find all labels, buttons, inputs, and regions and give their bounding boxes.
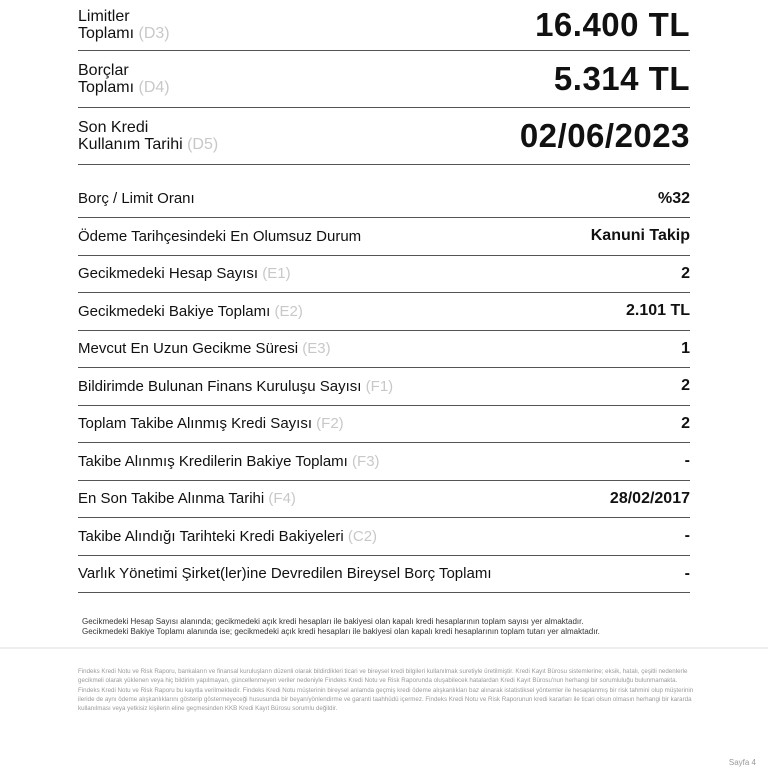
field-code: (F1): [365, 377, 394, 395]
table-row: [78, 368, 690, 406]
row-label-text: Ödeme Tarihçesindeki En Olumsuz Durum: [78, 227, 362, 245]
row-value: 2.101 TL: [625, 302, 690, 319]
table-row: [78, 518, 690, 556]
row-label-text: Takibe Alındığı Tarihteki Kredi Bakiyeleri: [78, 527, 344, 545]
row-label-text: Gecikmedeki Hesap Sayısı: [78, 265, 259, 282]
row-label: [78, 265, 291, 282]
row-label: [78, 340, 331, 357]
table-row: [78, 330, 690, 368]
row-value: -: [684, 527, 690, 544]
table-row: [78, 480, 690, 518]
table-row: [78, 555, 690, 593]
row-value: 1: [681, 339, 690, 357]
summary-value: 02/06/2023: [519, 117, 690, 154]
table-row: [78, 405, 690, 443]
summary-last-credit-date: [78, 108, 690, 165]
field-code: (E3): [302, 340, 331, 357]
footnote: [82, 617, 600, 637]
field-code: (C2): [347, 527, 378, 545]
table-row: [78, 218, 690, 256]
row-value: Kanuni Takip: [590, 227, 690, 244]
summary-label: Son Kredi: [78, 119, 149, 136]
summary-value: 16.400 TL: [535, 6, 690, 43]
row-value: -: [684, 564, 690, 582]
field-code: (F4): [268, 490, 296, 507]
row-label: [78, 528, 377, 545]
row-label: [78, 378, 393, 395]
row-label: [78, 490, 296, 507]
row-label-text: Borç / Limit Oranı: [78, 190, 195, 207]
row-label-text: Mevcut En Uzun Gecikme Süresi: [78, 340, 299, 357]
summary-label: Toplamı: [78, 79, 135, 96]
row-label: [78, 190, 195, 207]
footnote-line: Gecikmedeki Bakiye Toplamı alanında ise; gecikmedeki açık kredi hesapları ile bakiyesi olan kapalı kredi hesaplarının toplam tutarı yer almaktadır.: [82, 627, 600, 636]
summary-label: Borçlar: [78, 62, 129, 79]
row-label: [78, 565, 492, 582]
row-label: [78, 303, 303, 320]
row-value: %32: [657, 189, 690, 207]
divider: [0, 647, 768, 649]
row-label-text: Takibe Alınmış Kredilerin Bakiye Toplamı: [78, 452, 348, 470]
row-value: 2: [681, 377, 690, 394]
summary-label: Limitler: [78, 8, 130, 25]
field-code: (E1): [262, 265, 291, 282]
row-value: 2: [681, 264, 690, 282]
summary-value: 5.314 TL: [553, 60, 690, 97]
table-row: [78, 443, 690, 481]
row-label-text: Gecikmedeki Bakiye Toplamı: [78, 302, 271, 320]
table-row: [78, 255, 690, 293]
field-code: (D3): [138, 25, 170, 42]
summary-limits-total: [78, 0, 690, 51]
footnote-line: Gecikmedeki Hesap Sayısı alanında; gecikmedeki açık kredi hesapları ile bakiyesi olan kapalı kredi hesaplarının toplam sayısı yer almaktadır.: [82, 617, 584, 626]
row-label: [78, 453, 380, 470]
summary-label: Toplamı: [78, 25, 135, 42]
row-label: [78, 228, 361, 245]
row-label-text: Toplam Takibe Alınmış Kredi Sayısı: [78, 415, 312, 432]
row-label-text: En Son Takibe Alınma Tarihi: [78, 490, 265, 507]
row-label: [78, 415, 344, 432]
row-label-text: Bildirimde Bulunan Finans Kuruluşu Sayısı: [78, 377, 362, 395]
table-row: [78, 180, 690, 218]
field-code: (F3): [352, 452, 380, 470]
row-value: 28/02/2017: [609, 489, 690, 507]
page-number: Sayfa 4: [728, 758, 756, 767]
field-code: (D4): [138, 79, 170, 96]
summary-label: Kullanım Tarihi: [78, 136, 183, 153]
row-value: -: [684, 452, 690, 469]
summary-debts-total: [78, 51, 690, 108]
disclaimer: Findeks Kredi Notu ve Risk Raporu, bankaların ve finansal kuruluşların düzenli olarak bildirdikleri ticari ve bireysel kredi bilgileri kullanılmak suretiyle üretilmiştir. Kredi Kayıt Bürosu sistemlerine; eksik, hatalı, çeşitli nedenlerle gecikmeli olarak yüklenen veya hiç bildirim yapılmayan, güncellenmeyen veriler nedeniyle Findeks Kredi Notu ve Risk Raporunda oluşabilecek hatalardan Kredi Kayıt Bürosu'nun herhangi bir sorumluluğu bulunmamakta. Findeks Kredi Notu ve Risk Raporu bu kayıtla verilmektedir. Findeks Kredi Notu müşterinin bireysel anlamda geçmiş kredi ödeme alışkanlıkları baz alınarak istatistiksel yöntemler ile hesaplanmış bir risk tahmini olup müşterinin ileride de aynı ödeme alışkanlıklarını gösterip göstermeyeceği hususunda bir beyan/yönlendirme ve garanti taahhüdü içermez. Findeks Kredi Notu ve Risk Raporunun kredi kararları ile ticari olsun olmasın herhangi bir kararda kullanılması veya yetkisiz kişilerin eline geçmesinden KKB Kredi Kayıt Bürosu sorumlu değildir.: [78, 668, 694, 713]
row-value: 2: [681, 414, 690, 432]
field-code: (D5): [187, 136, 219, 153]
row-label-text: Varlık Yönetimi Şirket(ler)ine Devredilen Bireysel Borç Toplamı: [78, 565, 492, 582]
field-code: (F2): [316, 415, 344, 432]
table-row: [78, 293, 690, 331]
field-code: (E2): [274, 302, 303, 320]
